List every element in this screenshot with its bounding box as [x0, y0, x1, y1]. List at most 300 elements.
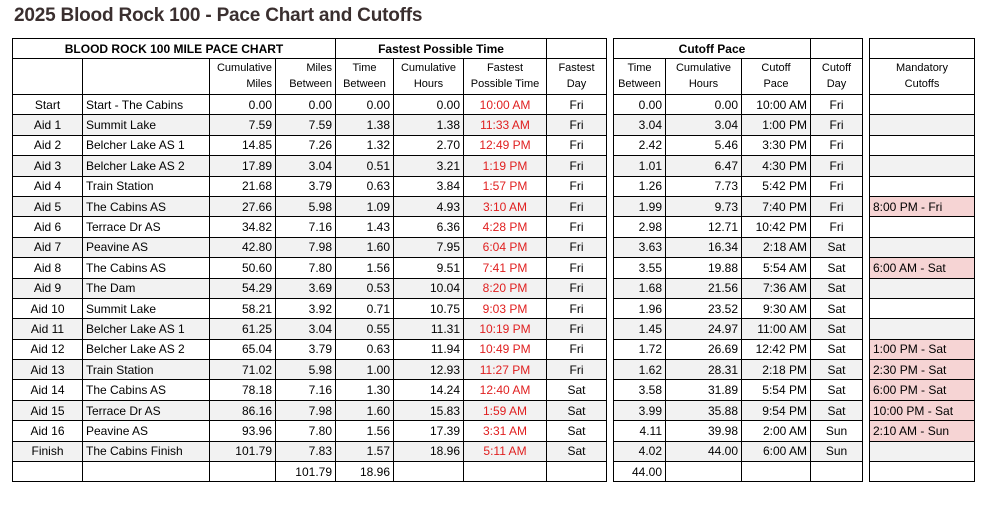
cumulative-miles-cell: 78.18 [210, 380, 276, 400]
column-gap [863, 462, 870, 482]
cutoff-cumulative-hours-cell: 21.56 [666, 278, 742, 298]
cutoff-pace-cell: 6:00 AM [742, 441, 811, 461]
fastest-time-cell: 10:00 AM [464, 95, 547, 115]
station-cell: Aid 5 [13, 196, 83, 216]
mandatory-cutoff-cell: 1:00 PM - Sat [870, 339, 975, 359]
fastest-time-cell: 11:27 PM [464, 360, 547, 380]
cutoff-cumulative-hours-cell: 26.69 [666, 339, 742, 359]
mandatory-cutoff-cell [870, 237, 975, 257]
location-cell: Terrace Dr AS [83, 400, 210, 420]
totals-blank [666, 462, 742, 482]
fastest-day-cell: Sat [547, 380, 607, 400]
mandatory-cutoff-cell [870, 176, 975, 196]
cutoff-cumulative-hours-cell: 3.04 [666, 115, 742, 135]
cutoff-day-cell: Sun [811, 441, 863, 461]
header-cumulative-hours: Cumulative Hours [394, 59, 464, 95]
location-cell: The Cabins AS [83, 258, 210, 278]
header-cutoff-pace: Cutoff Pace [614, 39, 811, 59]
fastest-time-cell: 1:59 AM [464, 400, 547, 420]
cutoff-time-between-cell: 3.55 [614, 258, 666, 278]
miles-between-cell: 3.92 [276, 298, 336, 318]
table-row [13, 380, 975, 400]
column-gap [863, 319, 870, 339]
station-cell: Aid 8 [13, 258, 83, 278]
column-gap [863, 217, 870, 237]
column-gap [607, 196, 614, 216]
column-gap [607, 319, 614, 339]
column-gap [607, 278, 614, 298]
cumulative-miles-cell: 42.80 [210, 237, 276, 257]
cutoff-day-cell: Sat [811, 319, 863, 339]
table-row [13, 217, 975, 237]
cutoff-time-between-cell: 0.00 [614, 95, 666, 115]
column-gap [607, 176, 614, 196]
location-cell: Belcher Lake AS 2 [83, 339, 210, 359]
cutoff-cumulative-hours-cell: 16.34 [666, 237, 742, 257]
location-cell: Start - The Cabins [83, 95, 210, 115]
cutoff-cumulative-hours-cell: 28.31 [666, 360, 742, 380]
location-cell: Summit Lake [83, 298, 210, 318]
miles-between-cell: 7.80 [276, 421, 336, 441]
header-cutoff-pace-column: Cutoff Pace [742, 59, 811, 95]
table-row [13, 156, 975, 176]
column-gap [863, 135, 870, 155]
column-gap [863, 278, 870, 298]
header-time-between: Time Between [336, 59, 394, 95]
mandatory-cutoff-cell [870, 441, 975, 461]
cutoff-pace-cell: 1:00 PM [742, 115, 811, 135]
column-header-row [13, 59, 975, 95]
cutoff-day-cell: Sat [811, 339, 863, 359]
time-between-cell: 0.00 [336, 95, 394, 115]
miles-between-cell: 3.04 [276, 156, 336, 176]
header-fastest-possible-time: Fastest Possible Time [464, 59, 547, 95]
total-miles-between: 101.79 [276, 462, 336, 482]
station-cell: Aid 7 [13, 237, 83, 257]
miles-between-cell: 3.69 [276, 278, 336, 298]
cumulative-hours-cell: 0.00 [394, 95, 464, 115]
cumulative-hours-cell: 11.31 [394, 319, 464, 339]
totals-blank [811, 462, 863, 482]
location-cell: Terrace Dr AS [83, 217, 210, 237]
cutoff-time-between-cell: 1.72 [614, 339, 666, 359]
cutoff-pace-cell: 9:30 AM [742, 298, 811, 318]
cumulative-miles-cell: 14.85 [210, 135, 276, 155]
totals-blank [210, 462, 276, 482]
cutoff-day-cell: Sun [811, 421, 863, 441]
fastest-time-cell: 9:03 PM [464, 298, 547, 318]
fastest-day-cell: Fri [547, 319, 607, 339]
mandatory-cutoff-cell [870, 115, 975, 135]
location-cell: Train Station [83, 360, 210, 380]
totals-blank [870, 462, 975, 482]
time-between-cell: 1.56 [336, 421, 394, 441]
column-gap [863, 156, 870, 176]
table-row [13, 421, 975, 441]
cutoff-time-between-cell: 1.45 [614, 319, 666, 339]
column-gap [607, 421, 614, 441]
cutoff-pace-cell: 10:42 PM [742, 217, 811, 237]
header-blank [547, 39, 607, 59]
station-cell: Aid 4 [13, 176, 83, 196]
cutoff-pace-cell: 2:18 AM [742, 237, 811, 257]
cutoff-pace-cell: 3:30 PM [742, 135, 811, 155]
cumulative-miles-cell: 71.02 [210, 360, 276, 380]
cumulative-hours-cell: 15.83 [394, 400, 464, 420]
location-cell: Belcher Lake AS 2 [83, 156, 210, 176]
fastest-time-cell: 1:57 PM [464, 176, 547, 196]
time-between-cell: 1.38 [336, 115, 394, 135]
cutoff-day-cell: Fri [811, 176, 863, 196]
cutoff-pace-cell: 2:18 PM [742, 360, 811, 380]
time-between-cell: 1.32 [336, 135, 394, 155]
header-cumulative-miles: Cumulative Miles [210, 59, 276, 95]
cutoff-pace-cell: 2:00 AM [742, 421, 811, 441]
column-gap [863, 360, 870, 380]
cumulative-miles-cell: 50.60 [210, 258, 276, 278]
column-gap [863, 176, 870, 196]
table-row [13, 298, 975, 318]
column-gap [607, 115, 614, 135]
cumulative-miles-cell: 58.21 [210, 298, 276, 318]
fastest-day-cell: Fri [547, 217, 607, 237]
column-gap [863, 258, 870, 278]
station-cell: Aid 3 [13, 156, 83, 176]
cumulative-miles-cell: 61.25 [210, 319, 276, 339]
cumulative-miles-cell: 34.82 [210, 217, 276, 237]
column-gap [607, 298, 614, 318]
location-cell: Peavine AS [83, 237, 210, 257]
header-miles-between: Miles Between [276, 59, 336, 95]
station-cell: Aid 15 [13, 400, 83, 420]
fastest-day-cell: Fri [547, 237, 607, 257]
cumulative-miles-cell: 86.16 [210, 400, 276, 420]
mandatory-cutoff-cell [870, 278, 975, 298]
cutoff-pace-cell: 9:54 PM [742, 400, 811, 420]
column-gap [607, 135, 614, 155]
column-gap [863, 237, 870, 257]
station-cell: Aid 14 [13, 380, 83, 400]
miles-between-cell: 3.79 [276, 339, 336, 359]
fastest-time-cell: 1:19 PM [464, 156, 547, 176]
mandatory-cutoff-cell [870, 298, 975, 318]
cutoff-time-between-cell: 1.96 [614, 298, 666, 318]
fastest-day-cell: Fri [547, 360, 607, 380]
time-between-cell: 1.57 [336, 441, 394, 461]
fastest-day-cell: Sat [547, 421, 607, 441]
cutoff-pace-cell: 4:30 PM [742, 156, 811, 176]
header-blank [870, 39, 975, 59]
mandatory-cutoff-cell: 6:00 PM - Sat [870, 380, 975, 400]
cumulative-miles-cell: 101.79 [210, 441, 276, 461]
column-gap [607, 237, 614, 257]
fastest-day-cell: Fri [547, 298, 607, 318]
header-pace-chart: BLOOD ROCK 100 MILE PACE CHART [13, 39, 336, 59]
fastest-time-cell: 7:41 PM [464, 258, 547, 278]
table-row [13, 115, 975, 135]
header-blank [83, 59, 210, 95]
mandatory-cutoff-cell: 2:10 AM - Sun [870, 421, 975, 441]
location-cell: Belcher Lake AS 1 [83, 135, 210, 155]
cumulative-hours-cell: 17.39 [394, 421, 464, 441]
cutoff-time-between-cell: 3.63 [614, 237, 666, 257]
time-between-cell: 0.51 [336, 156, 394, 176]
cumulative-hours-cell: 12.93 [394, 360, 464, 380]
cutoff-time-between-cell: 1.68 [614, 278, 666, 298]
mandatory-cutoff-cell [870, 217, 975, 237]
column-gap [607, 217, 614, 237]
table-row [13, 400, 975, 420]
table-row [13, 196, 975, 216]
station-cell: Aid 2 [13, 135, 83, 155]
miles-between-cell: 3.04 [276, 319, 336, 339]
cumulative-miles-cell: 27.66 [210, 196, 276, 216]
cutoff-pace-cell: 5:54 PM [742, 380, 811, 400]
cumulative-hours-cell: 10.75 [394, 298, 464, 318]
cutoff-time-between-cell: 4.02 [614, 441, 666, 461]
header-fastest-possible-time: Fastest Possible Time [336, 39, 547, 59]
table-row [13, 176, 975, 196]
cutoff-time-between-cell: 2.98 [614, 217, 666, 237]
header-fastest-day: Fastest Day [547, 59, 607, 95]
column-gap [863, 196, 870, 216]
fastest-time-cell: 4:28 PM [464, 217, 547, 237]
time-between-cell: 1.09 [336, 196, 394, 216]
station-cell: Aid 12 [13, 339, 83, 359]
fastest-time-cell: 12:40 AM [464, 380, 547, 400]
table-row [13, 319, 975, 339]
cutoff-time-between-cell: 1.01 [614, 156, 666, 176]
cutoff-pace-cell: 7:36 AM [742, 278, 811, 298]
fastest-day-cell: Fri [547, 176, 607, 196]
time-between-cell: 1.56 [336, 258, 394, 278]
station-cell: Aid 16 [13, 421, 83, 441]
column-gap [607, 59, 614, 95]
cutoff-cumulative-hours-cell: 9.73 [666, 196, 742, 216]
column-gap [607, 258, 614, 278]
total-time-between: 18.96 [336, 462, 394, 482]
time-between-cell: 0.55 [336, 319, 394, 339]
location-cell: Belcher Lake AS 1 [83, 319, 210, 339]
miles-between-cell: 7.80 [276, 258, 336, 278]
cumulative-miles-cell: 7.59 [210, 115, 276, 135]
cutoff-cumulative-hours-cell: 23.52 [666, 298, 742, 318]
column-gap [863, 400, 870, 420]
column-gap [863, 115, 870, 135]
column-gap [863, 339, 870, 359]
cutoff-cumulative-hours-cell: 24.97 [666, 319, 742, 339]
cutoff-day-cell: Sat [811, 360, 863, 380]
location-cell: Peavine AS [83, 421, 210, 441]
time-between-cell: 1.30 [336, 380, 394, 400]
totals-blank [547, 462, 607, 482]
fastest-day-cell: Fri [547, 258, 607, 278]
cutoff-time-between-cell: 3.04 [614, 115, 666, 135]
header-cutoff-cumulative-hours: Cumulative Hours [666, 59, 742, 95]
table-row [13, 360, 975, 380]
cutoff-time-between-cell: 1.62 [614, 360, 666, 380]
fastest-time-cell: 8:20 PM [464, 278, 547, 298]
cumulative-hours-cell: 3.21 [394, 156, 464, 176]
miles-between-cell: 7.98 [276, 237, 336, 257]
column-gap [607, 360, 614, 380]
location-cell: Train Station [83, 176, 210, 196]
station-cell: Aid 9 [13, 278, 83, 298]
location-cell: Summit Lake [83, 115, 210, 135]
cutoff-pace-cell: 11:00 AM [742, 319, 811, 339]
cumulative-miles-cell: 0.00 [210, 95, 276, 115]
cumulative-hours-cell: 14.24 [394, 380, 464, 400]
header-blank [811, 39, 863, 59]
column-gap [863, 59, 870, 95]
fastest-day-cell: Fri [547, 278, 607, 298]
cutoff-day-cell: Fri [811, 115, 863, 135]
fastest-day-cell: Sat [547, 400, 607, 420]
column-gap [607, 39, 614, 59]
fastest-day-cell: Fri [547, 156, 607, 176]
fastest-time-cell: 5:11 AM [464, 441, 547, 461]
mandatory-cutoff-cell [870, 135, 975, 155]
cutoff-day-cell: Sat [811, 380, 863, 400]
time-between-cell: 1.43 [336, 217, 394, 237]
station-cell: Aid 11 [13, 319, 83, 339]
fastest-day-cell: Fri [547, 135, 607, 155]
time-between-cell: 0.53 [336, 278, 394, 298]
cutoff-cumulative-hours-cell: 0.00 [666, 95, 742, 115]
station-cell: Aid 10 [13, 298, 83, 318]
cutoff-pace-cell: 12:42 PM [742, 339, 811, 359]
mandatory-cutoff-cell [870, 319, 975, 339]
miles-between-cell: 7.98 [276, 400, 336, 420]
totals-blank [83, 462, 210, 482]
cutoff-day-cell: Sat [811, 400, 863, 420]
cumulative-hours-cell: 1.38 [394, 115, 464, 135]
table-row [13, 237, 975, 257]
miles-between-cell: 5.98 [276, 360, 336, 380]
station-cell: Aid 6 [13, 217, 83, 237]
totals-blank [13, 462, 83, 482]
table-row [13, 339, 975, 359]
cutoff-pace-cell: 10:00 AM [742, 95, 811, 115]
group-header-row [13, 39, 975, 59]
cutoff-day-cell: Sat [811, 278, 863, 298]
location-cell: The Cabins AS [83, 380, 210, 400]
table-row [13, 441, 975, 461]
header-mandatory-cutoffs: Mandatory Cutoffs [870, 59, 975, 95]
cumulative-miles-cell: 54.29 [210, 278, 276, 298]
cutoff-day-cell: Fri [811, 196, 863, 216]
totals-blank [394, 462, 464, 482]
cutoff-day-cell: Fri [811, 156, 863, 176]
totals-blank [464, 462, 547, 482]
totals-row [13, 462, 975, 482]
cutoff-cumulative-hours-cell: 5.46 [666, 135, 742, 155]
time-between-cell: 0.63 [336, 339, 394, 359]
header-cutoff-time-between: Time Between [614, 59, 666, 95]
column-gap [607, 339, 614, 359]
total-cutoff-time-between: 44.00 [614, 462, 666, 482]
fastest-time-cell: 10:19 PM [464, 319, 547, 339]
cutoff-cumulative-hours-cell: 39.98 [666, 421, 742, 441]
station-cell: Aid 13 [13, 360, 83, 380]
header-cutoff-day: Cutoff Day [811, 59, 863, 95]
fastest-time-cell: 3:31 AM [464, 421, 547, 441]
cumulative-hours-cell: 10.04 [394, 278, 464, 298]
column-gap [607, 380, 614, 400]
cutoff-pace-cell: 7:40 PM [742, 196, 811, 216]
mandatory-cutoff-cell [870, 95, 975, 115]
cutoff-time-between-cell: 1.99 [614, 196, 666, 216]
cutoff-time-between-cell: 3.58 [614, 380, 666, 400]
station-cell: Start [13, 95, 83, 115]
cumulative-hours-cell: 6.36 [394, 217, 464, 237]
table-row [13, 135, 975, 155]
time-between-cell: 1.60 [336, 237, 394, 257]
header-blank [13, 59, 83, 95]
miles-between-cell: 7.26 [276, 135, 336, 155]
miles-between-cell: 0.00 [276, 95, 336, 115]
station-cell: Finish [13, 441, 83, 461]
page-title: 2025 Blood Rock 100 - Pace Chart and Cutoffs [14, 5, 423, 26]
column-gap [607, 462, 614, 482]
column-gap [863, 298, 870, 318]
miles-between-cell: 5.98 [276, 196, 336, 216]
cutoff-time-between-cell: 2.42 [614, 135, 666, 155]
cutoff-day-cell: Fri [811, 135, 863, 155]
cutoff-cumulative-hours-cell: 12.71 [666, 217, 742, 237]
table-row [13, 258, 975, 278]
cumulative-hours-cell: 4.93 [394, 196, 464, 216]
column-gap [863, 95, 870, 115]
column-gap [863, 39, 870, 59]
time-between-cell: 0.63 [336, 176, 394, 196]
cutoff-day-cell: Sat [811, 258, 863, 278]
pace-chart-body [13, 95, 975, 462]
cumulative-hours-cell: 3.84 [394, 176, 464, 196]
location-cell: The Dam [83, 278, 210, 298]
fastest-day-cell: Sat [547, 441, 607, 461]
miles-between-cell: 7.59 [276, 115, 336, 135]
location-cell: The Cabins Finish [83, 441, 210, 461]
cumulative-hours-cell: 11.94 [394, 339, 464, 359]
cutoff-day-cell: Fri [811, 95, 863, 115]
cutoff-cumulative-hours-cell: 35.88 [666, 400, 742, 420]
cutoff-cumulative-hours-cell: 7.73 [666, 176, 742, 196]
cutoff-pace-cell: 5:54 AM [742, 258, 811, 278]
cumulative-hours-cell: 2.70 [394, 135, 464, 155]
column-gap [607, 95, 614, 115]
fastest-time-cell: 12:49 PM [464, 135, 547, 155]
fastest-day-cell: Fri [547, 95, 607, 115]
fastest-time-cell: 3:10 AM [464, 196, 547, 216]
miles-between-cell: 7.16 [276, 217, 336, 237]
cumulative-miles-cell: 65.04 [210, 339, 276, 359]
miles-between-cell: 7.16 [276, 380, 336, 400]
fastest-day-cell: Fri [547, 115, 607, 135]
cutoff-pace-cell: 5:42 PM [742, 176, 811, 196]
location-cell: The Cabins AS [83, 196, 210, 216]
column-gap [863, 380, 870, 400]
table-row [13, 95, 975, 115]
miles-between-cell: 7.83 [276, 441, 336, 461]
cutoff-cumulative-hours-cell: 6.47 [666, 156, 742, 176]
cutoff-day-cell: Sat [811, 298, 863, 318]
table-row [13, 278, 975, 298]
mandatory-cutoff-cell: 8:00 PM - Fri [870, 196, 975, 216]
column-gap [863, 441, 870, 461]
time-between-cell: 0.71 [336, 298, 394, 318]
cutoff-time-between-cell: 1.26 [614, 176, 666, 196]
